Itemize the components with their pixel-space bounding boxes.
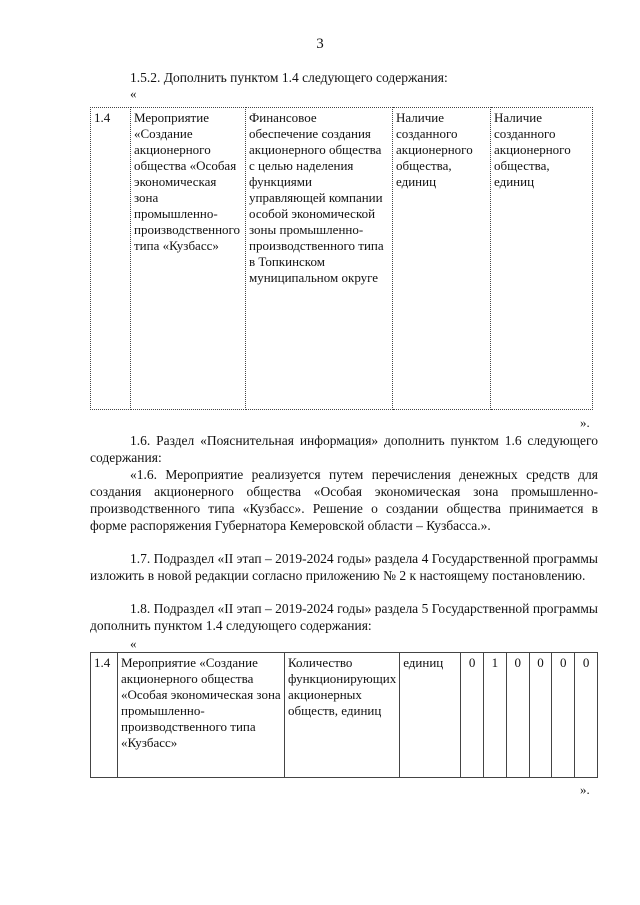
cell-value-2022: 0 xyxy=(529,653,552,778)
table-row xyxy=(91,108,593,410)
cell-description: Финансовое обеспечение создания акционерного общества с целью наделения функциями управляющей компании особой экономической зоны промышленно-производственного типа в Топкинском муниципальном округе xyxy=(246,108,393,410)
table-amendment-1 xyxy=(90,107,593,410)
paragraph-1-7: 1.7. Подраздел «II этап – 2019-2024 годы» раздела 4 Государственной программы изложить в новой редакции согласно приложению № 2 к настоящему постановлению. xyxy=(90,551,598,583)
cell-indicator: Количество функционирующих акционерных обществ, единиц xyxy=(285,653,400,778)
paragraph-1-6-body: «1.6. Мероприятие реализуется путем перечисления денежных средств для создания акционерного общества «Особая экономическая зона промышленно-производственного типа «Кузбасс». Решение о создании общества принимается в форме распоряжения Губернатора Кемеровской области – Кузбасса.». xyxy=(90,467,598,533)
cell-event: Мероприятие «Создание акционерного общества «Особая экономическая зона промышленно-производственного типа «Кузбасс» xyxy=(118,653,285,778)
cell-event: Мероприятие «Создание акционерного общества «Особая экономическая зона промышленно-производственного типа «Кузбасс» xyxy=(131,108,246,410)
close-quote-2: ». xyxy=(580,782,590,797)
table-amendment-2 xyxy=(90,652,598,778)
open-quote-2: « xyxy=(130,636,137,651)
cell-value-2021: 0 xyxy=(506,653,529,778)
cell-value-2023: 0 xyxy=(552,653,575,778)
cell-number: 1.4 xyxy=(91,108,131,410)
cell-unit: единиц xyxy=(400,653,461,778)
paragraph-1-6-heading: 1.6. Раздел «Пояснительная информация» дополнить пунктом 1.6 следующего содержания: xyxy=(90,433,598,465)
cell-number: 1.4 xyxy=(91,653,118,778)
cell-value-2019: 0 xyxy=(461,653,484,778)
close-quote-1: ». xyxy=(580,415,590,430)
cell-indicator: Наличие созданного акционерного общества, единиц xyxy=(393,108,491,410)
cell-value-2024: 0 xyxy=(575,653,598,778)
cell-result: Наличие созданного акционерного общества, единиц xyxy=(491,108,593,410)
cell-value-2020: 1 xyxy=(484,653,507,778)
table-row xyxy=(91,653,598,778)
paragraph-1-8: 1.8. Подраздел «II этап – 2019-2024 годы» раздела 5 Государственной программы дополнить пунктом 1.4 следующего содержания: xyxy=(90,601,598,633)
page-number: 3 xyxy=(316,36,324,52)
open-quote-1: « xyxy=(130,86,137,101)
paragraph-1-5-2: 1.5.2. Дополнить пунктом 1.4 следующего содержания: xyxy=(130,70,448,85)
